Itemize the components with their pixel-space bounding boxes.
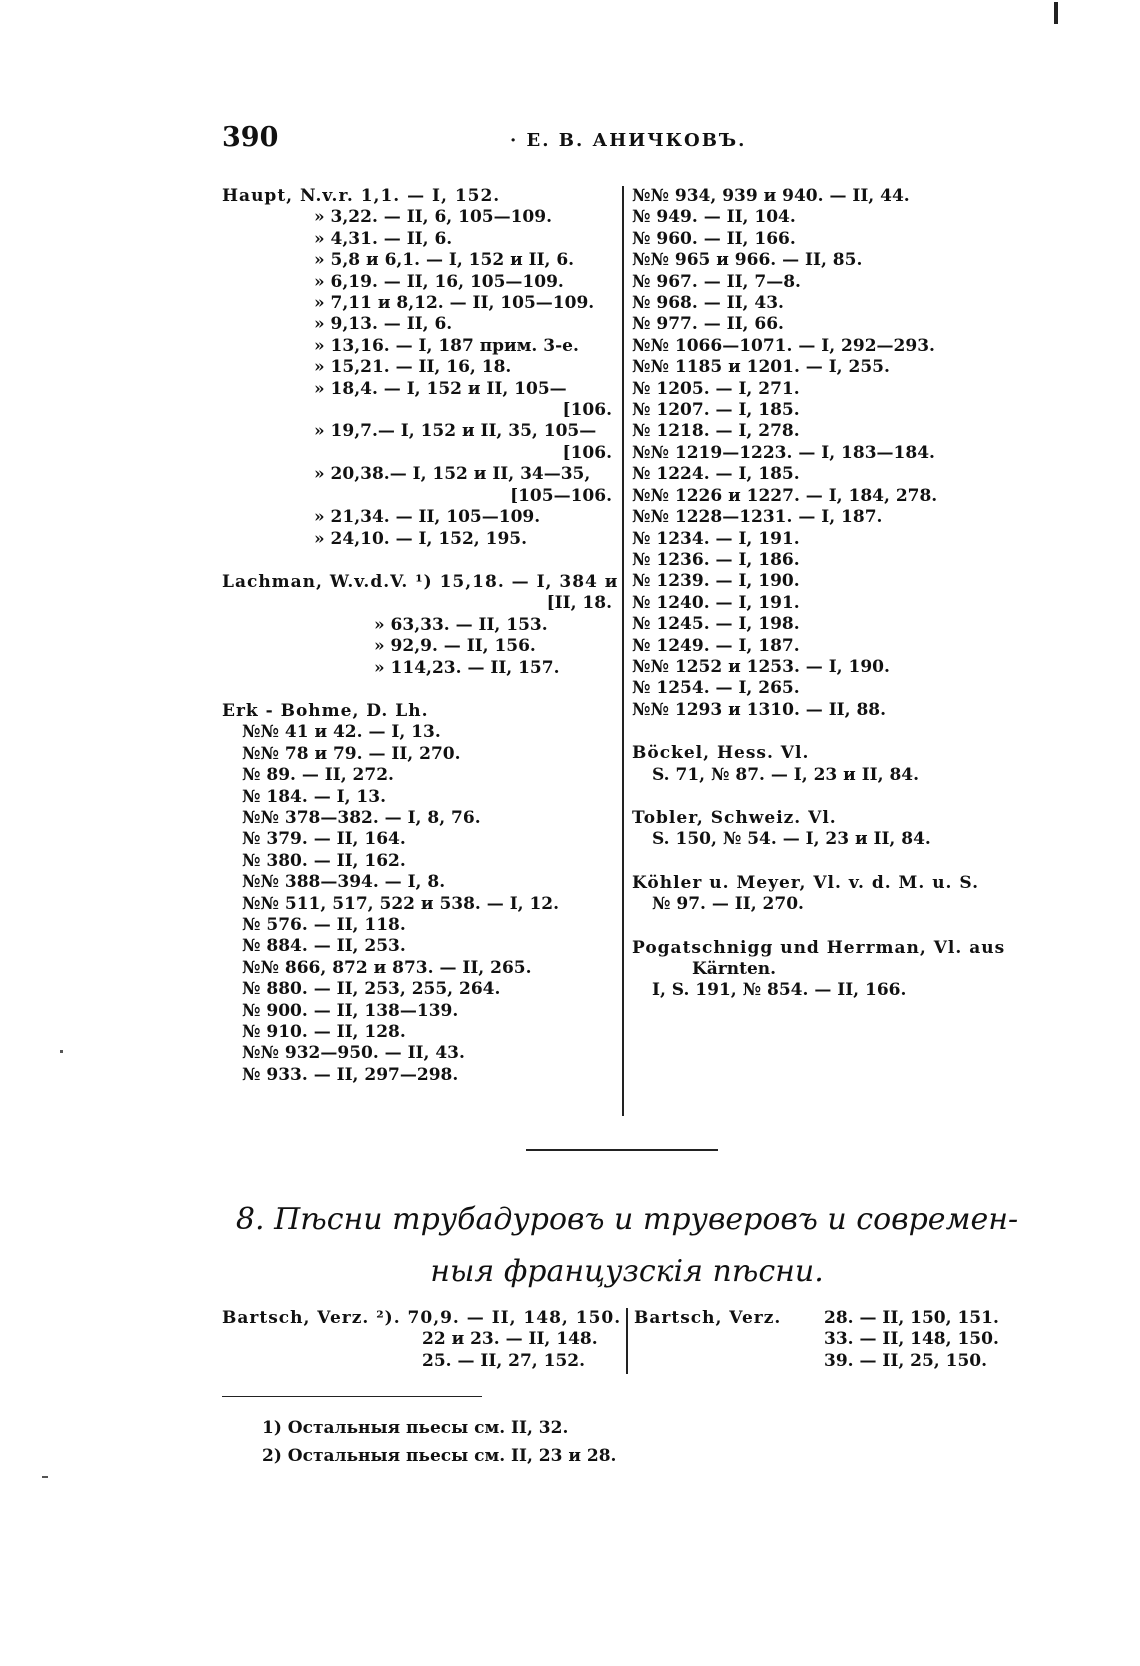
index-entry: » 21,34. — II, 105—109. [314,507,541,528]
index-entry: №№ 1219—1223. — I, 183—184. [632,442,935,463]
scan-mark [1054,2,1058,24]
left-index-column [222,186,622,1086]
index-entry: I, S. 191, № 854. — II, 166. [652,980,907,1001]
source-heading: Tobler, Schweiz. Vl. [632,807,837,828]
index-entry: № 1207. — I, 185. [632,400,800,421]
index-entry: » 18,4. — I, 152 и II, 105— [314,378,567,399]
index-entry: №№ 934, 939 и 940. — II, 44. [632,186,910,206]
index-entry: » 92,9. — II, 156. [374,636,536,657]
index-entry: 28. — II, 150, 151. [824,1308,999,1328]
scan-speck [60,1050,63,1053]
index-entry: №№ 932—950. — II, 43. [242,1043,465,1064]
entry-gap [632,786,1032,808]
index-entry: № 1218. — I, 278. [632,421,800,442]
index-entry: № 1240. — I, 191. [632,592,800,613]
index-entry: Bartsch, Verz. ²). 70,9. — II, 148, 150. [222,1308,622,1328]
index-entry: № 880. — II, 253, 255, 264. [242,979,501,1000]
footnote-2: 2) Остальныя пьесы см. II, 23 и 28. [262,1446,617,1466]
index-entry: » 7,11 и 8,12. — II, 105—109. [314,293,595,314]
index-entry: № 89. — II, 272. [242,765,394,786]
index-entry: № 884. — II, 253. [242,936,406,957]
index-entry: » 15,21. — II, 16, 18. [314,357,512,378]
index-entry: №№ 388—394. — I, 8. [242,872,446,893]
index-entry: S. 150, № 54. — I, 23 и II, 84. [652,829,931,850]
index-entry: №№ 1228—1231. — I, 187. [632,507,883,528]
column-divider [622,186,624,1116]
index-entry: № 968. — II, 43. [632,293,784,314]
source-heading: Erk - Bohme, D. Lh. [222,700,429,721]
index-entry: № 960. — II, 166. [632,228,796,249]
index-entry: 33. — II, 148, 150. [824,1329,999,1350]
index-entry: № 1236. — I, 186. [632,549,800,570]
index-entry: Kärnten. [692,959,777,979]
index-entry: №№ 378—382. — I, 8, 76. [242,807,481,828]
index-entry: » 13,16. — I, 187 прим. 3-е. [314,335,579,356]
source-heading: Köhler u. Meyer, Vl. v. d. M. u. S. [632,872,979,893]
index-entry: №№ 1293 и 1310. — II, 88. [632,699,887,720]
index-entry: [105—106. [510,485,612,506]
bartsch-right-entries [634,1308,1034,1372]
index-entry: [II, 18. [546,593,612,614]
index-entry: №№ 965 и 966. — II, 85. [632,250,863,271]
index-entry: № 97. — II, 270. [652,894,804,915]
section-heading-line-2: ныя французскія пѣсни. [430,1254,824,1289]
entry-gap [632,916,1032,938]
index-entry: » 6,19. — II, 16, 105—109. [314,271,564,292]
index-entry: №№ 1226 и 1227. — I, 184, 278. [632,485,938,506]
footnote-1: 1) Остальныя пьесы см. II, 32. [262,1418,569,1438]
source-heading: Haupt, N.v.r. 1,1. — I, 152. [222,186,501,206]
index-entry: 39. — II, 25, 150. [824,1350,988,1371]
index-entry: № 576. — II, 118. [242,915,406,935]
index-entry: [106. [562,400,612,421]
footnote-rule [222,1396,482,1397]
index-entry: №№ 866, 872 и 873. — II, 265. [242,957,532,978]
index-entry: № 379. — II, 164. [242,829,406,850]
index-entry: № 184. — I, 13. [242,786,387,807]
index-entry: » 24,10. — I, 152, 195. [314,528,528,549]
index-entry: №№ 1252 и 1253. — I, 190. [632,656,890,677]
index-entry: S. 71, № 87. — I, 23 и II, 84. [652,764,920,785]
index-entry: » 20,38.— I, 152 и II, 34—35, [314,464,591,485]
page-number: 390 [222,122,279,153]
index-entry: » 19,7.— I, 152 и II, 35, 105— [314,421,597,442]
index-entry: №№ 41 и 42. — I, 13. [242,722,441,743]
entry-gap [222,679,622,701]
bottom-column-divider [626,1308,628,1374]
index-entry: » 4,31. — II, 6. [314,228,453,249]
index-entry: № 910. — II, 128. [242,1022,406,1043]
source-heading: Böckel, Hess. Vl. [632,743,810,764]
index-entry: » 63,33. — II, 153. [374,614,548,635]
index-entry: № 1245. — I, 198. [632,614,800,635]
index-entry: » 5,8 и 6,1. — I, 152 и II, 6. [314,250,575,271]
index-entry: № 1254. — I, 265. [632,678,800,699]
right-index-column [632,186,1032,1002]
entry-gap [632,721,1032,743]
index-entry: № 380. — II, 162. [242,850,406,871]
index-entry: №№ 78 и 79. — II, 270. [242,743,461,764]
index-entry: » 9,13. — II, 6. [314,314,453,335]
index-entry: № 1249. — I, 187. [632,635,800,656]
index-entry: 25. — II, 27, 152. [422,1350,586,1371]
index-entry: №№ 511, 517, 522 и 538. — I, 12. [242,893,560,914]
index-entry: № 900. — II, 138—139. [242,1000,459,1021]
index-entry: № 949. — II, 104. [632,207,796,228]
index-entry: №№ 1066—1071. — I, 292—293. [632,335,935,356]
index-entry: № 1205. — I, 271. [632,378,800,399]
index-entry: № 1234. — I, 191. [632,528,800,549]
index-entry: № 933. — II, 297—298. [242,1064,459,1085]
entry-gap [632,851,1032,873]
index-entry: № 1224. — I, 185. [632,464,800,485]
index-entry: [106. [562,442,612,463]
section-heading [222,1194,1032,1298]
index-entry: № 1239. — I, 190. [632,571,800,592]
running-head-author: · Е. В. АНИЧКОВЪ. [510,130,747,151]
section-heading-line-1: 8. Пѣсни трубадуровъ и труверовъ и современ- [235,1202,1019,1237]
index-entry: 22 и 23. — II, 148. [422,1329,598,1350]
entry-gap [222,550,622,572]
source-name: Bartsch, Verz. [634,1308,782,1328]
index-entry: № 967. — II, 7—8. [632,271,801,292]
index-entry: » 114,23. — II, 157. [374,657,560,678]
index-entry: № 977. — II, 66. [632,314,784,335]
scan-speck [42,1476,48,1478]
footnotes [262,1414,616,1470]
index-entry: №№ 1185 и 1201. — I, 255. [632,357,890,378]
index-entry: » 3,22. — II, 6, 105—109. [314,207,552,228]
source-heading: Lachman, W.v.d.V. ¹) 15,18. — I, 384 и [222,571,619,592]
source-heading: Pogatschnigg und Herrman, Vl. aus [632,937,1006,958]
section-separator-rule [526,1149,718,1151]
bartsch-left-entries [222,1308,622,1372]
